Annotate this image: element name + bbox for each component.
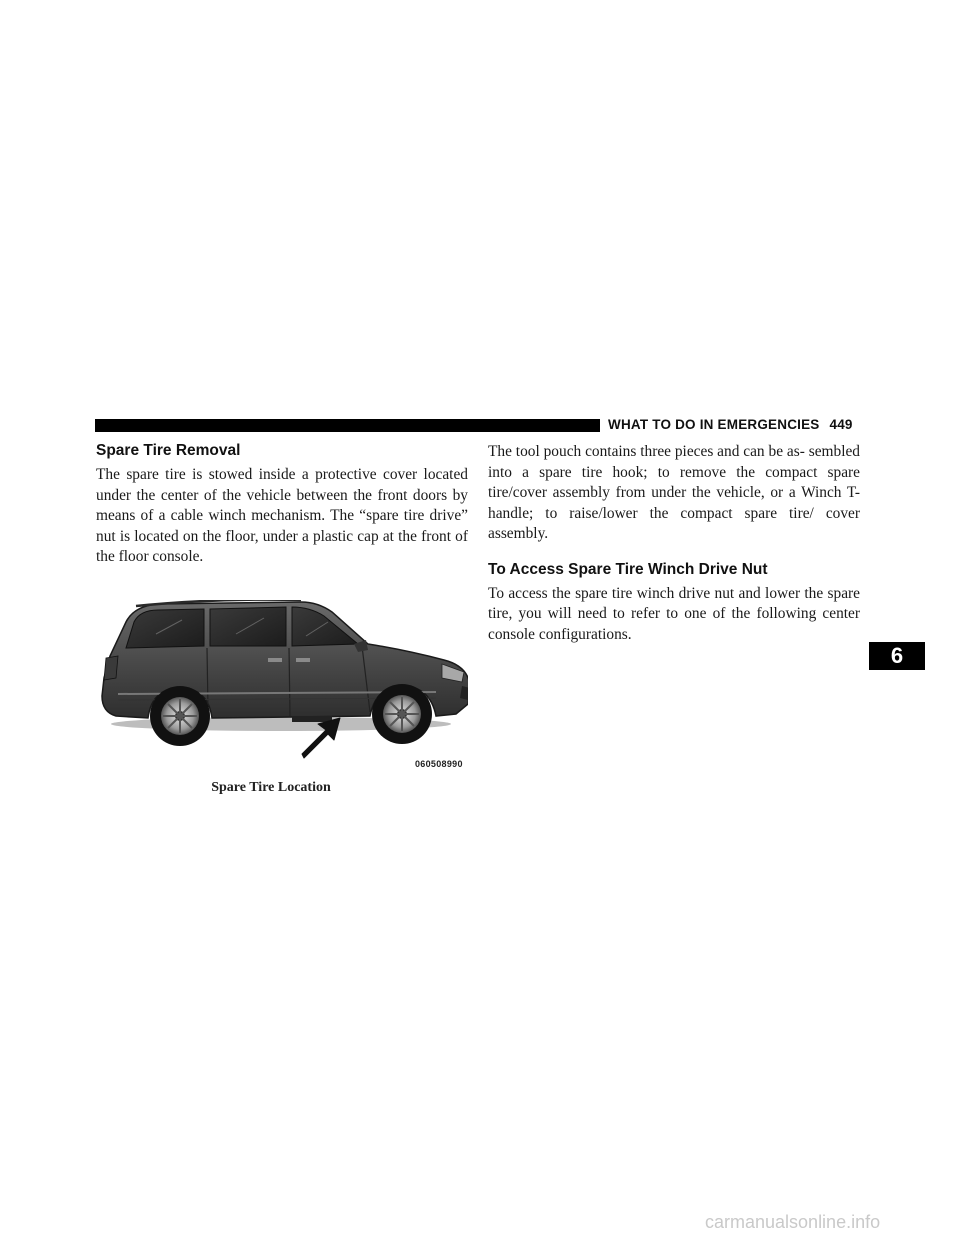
tool-pouch-paragraph: The tool pouch contains three pieces and can be as- sembled into a spare tire hook; to remove the compact spare tire/cover assembly from under the vehicle, or a Winch T-handle; to raise/lower the compact spare tire/ cover assembly.	[488, 443, 860, 542]
chapter-tab: 6	[869, 642, 925, 670]
spare-tire-location-figure	[96, 600, 468, 800]
figure-caption: Spare Tire Location	[211, 780, 331, 795]
body-paragraph: The spare tire is stowed inside a protective cover located under the center of the vehicle between the front doors by means of a cable winch mechanism. The “spare tire drive” nut is located on the floor, under a plastic cap at the front of the floor console.	[96, 466, 468, 565]
section-title: WHAT TO DO IN EMERGENCIES	[608, 417, 820, 432]
left-column	[96, 442, 468, 568]
right-column	[488, 442, 860, 645]
header-rule	[95, 419, 600, 432]
running-header	[608, 417, 853, 432]
figure-code: 060508990	[415, 759, 463, 769]
section-heading-winch-drive-nut: To Access Spare Tire Winch Drive Nut	[488, 560, 768, 578]
access-paragraph: To access the spare tire winch drive nut and lower the spare tire, you will need to refer to one of the following center console configurations.	[488, 584, 860, 643]
page-number: 449	[829, 417, 853, 432]
minivan-illustration	[96, 600, 468, 776]
section-heading-spare-tire-removal: Spare Tire Removal	[96, 442, 241, 459]
watermark: carmanualsonline.info	[705, 1212, 881, 1232]
